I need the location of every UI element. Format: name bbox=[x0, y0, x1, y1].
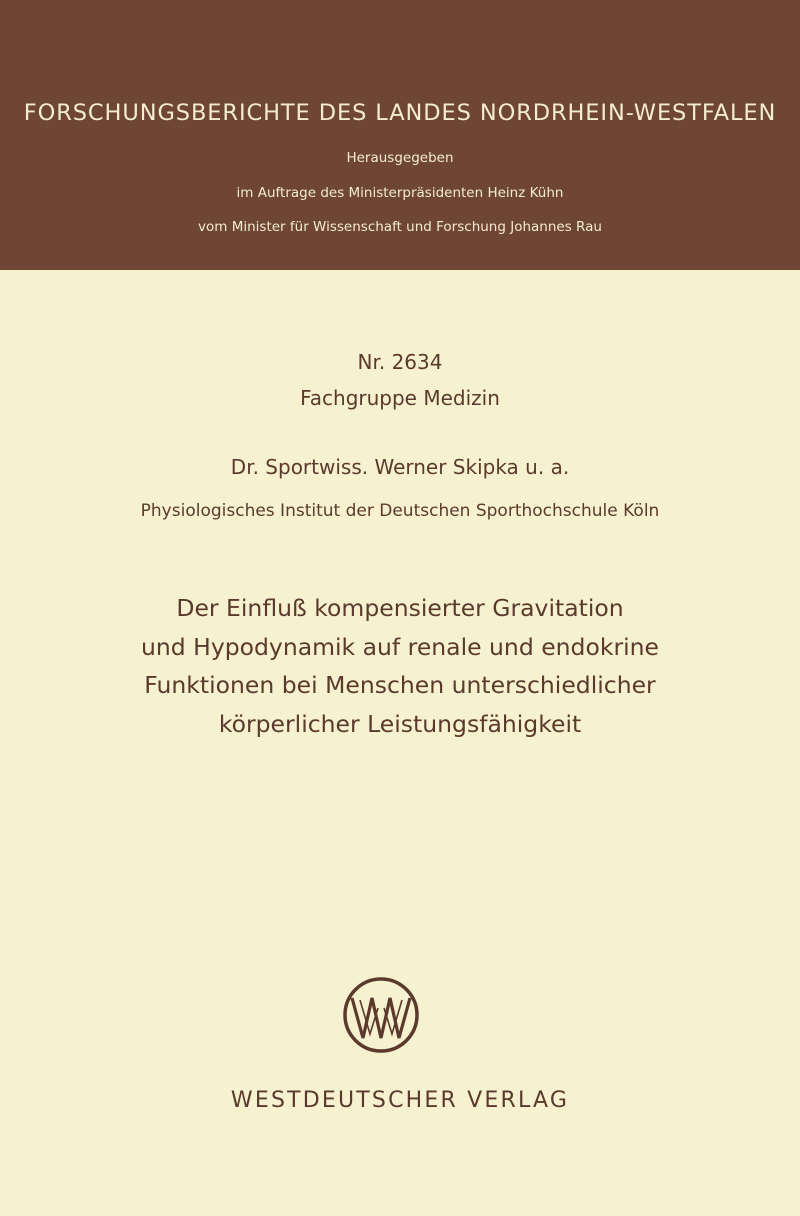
report-group: Fachgruppe Medizin bbox=[300, 386, 500, 410]
title-line: Funktionen bei Menschen unterschiedlicher bbox=[144, 671, 656, 699]
editor-line-herausgegeben: Herausgegeben bbox=[346, 150, 454, 166]
series-title: FORSCHUNGSBERICHTE DES LANDES NORDRHEIN-WESTFALEN bbox=[23, 100, 777, 126]
ww-monogram-logo-icon bbox=[340, 974, 422, 1056]
series-header-band bbox=[0, 0, 800, 270]
editor-line-auftrag: im Auftrage des Ministerpräsidenten Heinz Kühn bbox=[236, 185, 564, 201]
institute-line: Physiologisches Institut der Deutschen Sporthochschule Köln bbox=[140, 501, 660, 521]
title-line: körperlicher Leistungsfähigkeit bbox=[218, 709, 582, 738]
author-line: Dr. Sportwiss. Werner Skipka u. a. bbox=[230, 455, 570, 479]
title-line: und Hypodynamik auf renale und endokrine bbox=[140, 632, 660, 661]
publisher-name: WESTDEUTSCHER VERLAG bbox=[230, 1088, 570, 1113]
editor-line-minister: vom Minister für Wissenschaft und Forschung Johannes Rau bbox=[198, 219, 602, 235]
report-title bbox=[0, 589, 800, 743]
report-number: Nr. 2634 bbox=[357, 350, 443, 374]
title-line: Der Einfluß kompensierter Gravitation bbox=[176, 594, 624, 622]
